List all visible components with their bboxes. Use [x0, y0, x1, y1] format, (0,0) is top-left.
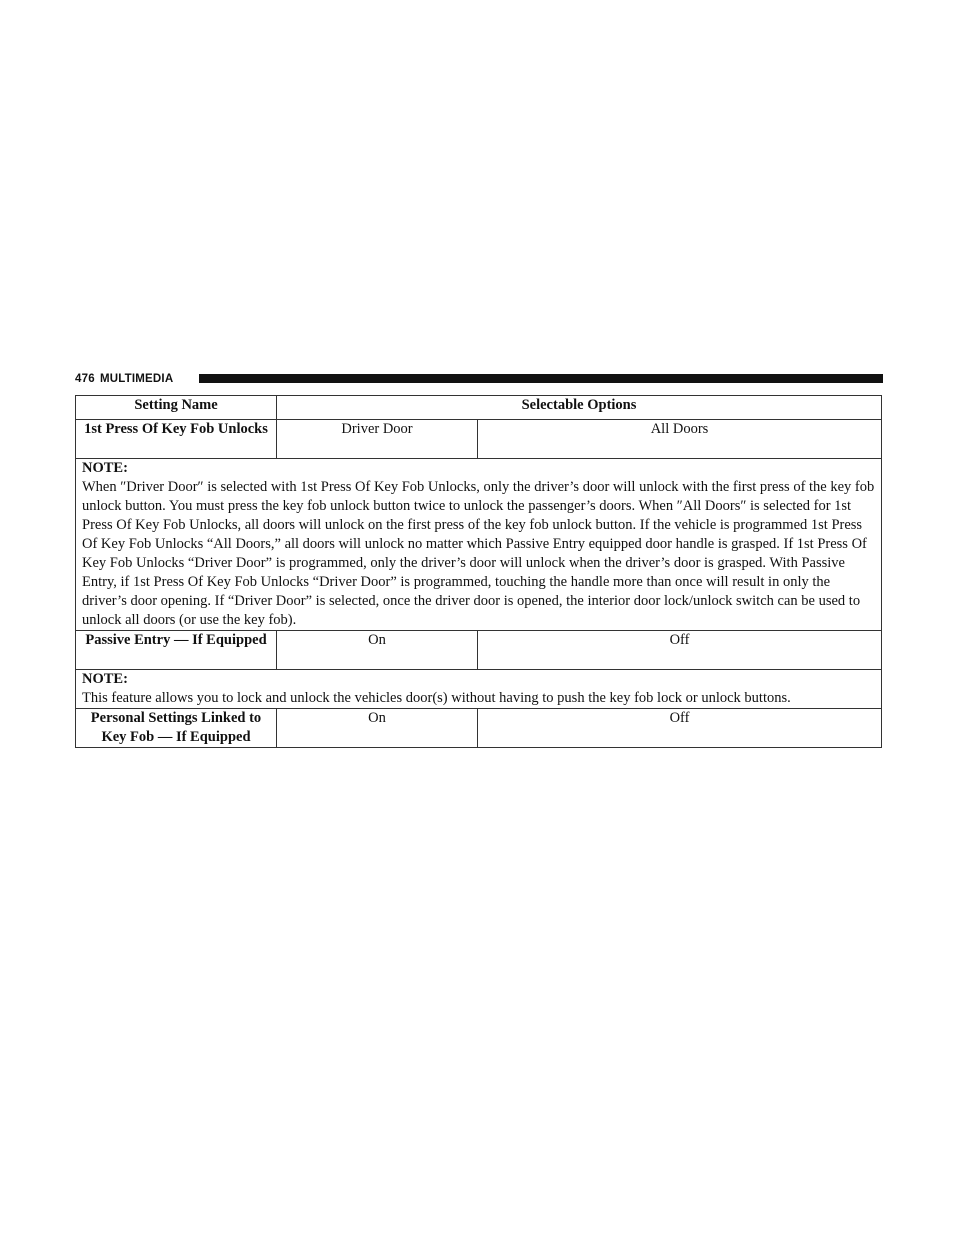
- column-header-setting-name: Setting Name: [76, 396, 277, 420]
- page-number: 476: [75, 373, 95, 385]
- note-cell: [76, 670, 882, 709]
- table-row: [76, 709, 882, 748]
- setting-name: Passive Entry — If Equipped: [76, 631, 277, 670]
- header-rule: [199, 374, 883, 383]
- settings-table: [75, 395, 882, 748]
- table-header-row: [76, 396, 882, 420]
- option-value: On: [277, 709, 478, 748]
- option-value: Off: [478, 631, 882, 670]
- option-value: All Doors: [478, 420, 882, 459]
- option-value: On: [277, 631, 478, 670]
- column-header-selectable-options: Selectable Options: [277, 396, 882, 420]
- page-header: [75, 372, 883, 386]
- note-label: NOTE:: [82, 460, 128, 476]
- table-row: [76, 420, 882, 459]
- option-value: Off: [478, 709, 882, 748]
- option-value: Driver Door: [277, 420, 478, 459]
- note-row: [76, 459, 882, 631]
- note-text: This feature allows you to lock and unlock the vehicles door(s) without having to push the key fob lock or unlock buttons.: [82, 690, 791, 706]
- setting-name: Personal Settings Linked to Key Fob — If Equipped: [76, 709, 277, 748]
- setting-name: 1st Press Of Key Fob Unlocks: [76, 420, 277, 459]
- section-title: MULTIMEDIA: [100, 373, 174, 385]
- note-row: [76, 670, 882, 709]
- note-cell: [76, 459, 882, 631]
- note-text: When ″Driver Door″ is selected with 1st Press Of Key Fob Unlocks, only the driver’s door will unlock with the first press of the key fob unlock button. You must press the key fob unlock button twice to unlock the passenger’s doors. When ″All Doors″ is selected for 1st Press Of Key Fob Unlocks, all doors will unlock on the first press of the key fob unlock button. If the vehicle is programmed 1st Press Of Key Fob Unlocks “All Doors,” all doors will unlock no matter which Passive Entry equipped door handle is grasped. If 1st Press Of Key Fob Unlocks “Driver Door” is programmed, only the driver’s door will unlock when the driver’s door is grasped. With Passive Entry, if 1st Press Of Key Fob Unlocks “Driver Door” is programmed, touching the handle more than once will result in only the driver’s door opening. If “Driver Door” is selected, once the driver door is opened, the interior door lock/unlock switch can be used to unlock all doors (or use the key fob).: [82, 479, 875, 628]
- note-label: NOTE:: [82, 671, 128, 687]
- table-row: [76, 631, 882, 670]
